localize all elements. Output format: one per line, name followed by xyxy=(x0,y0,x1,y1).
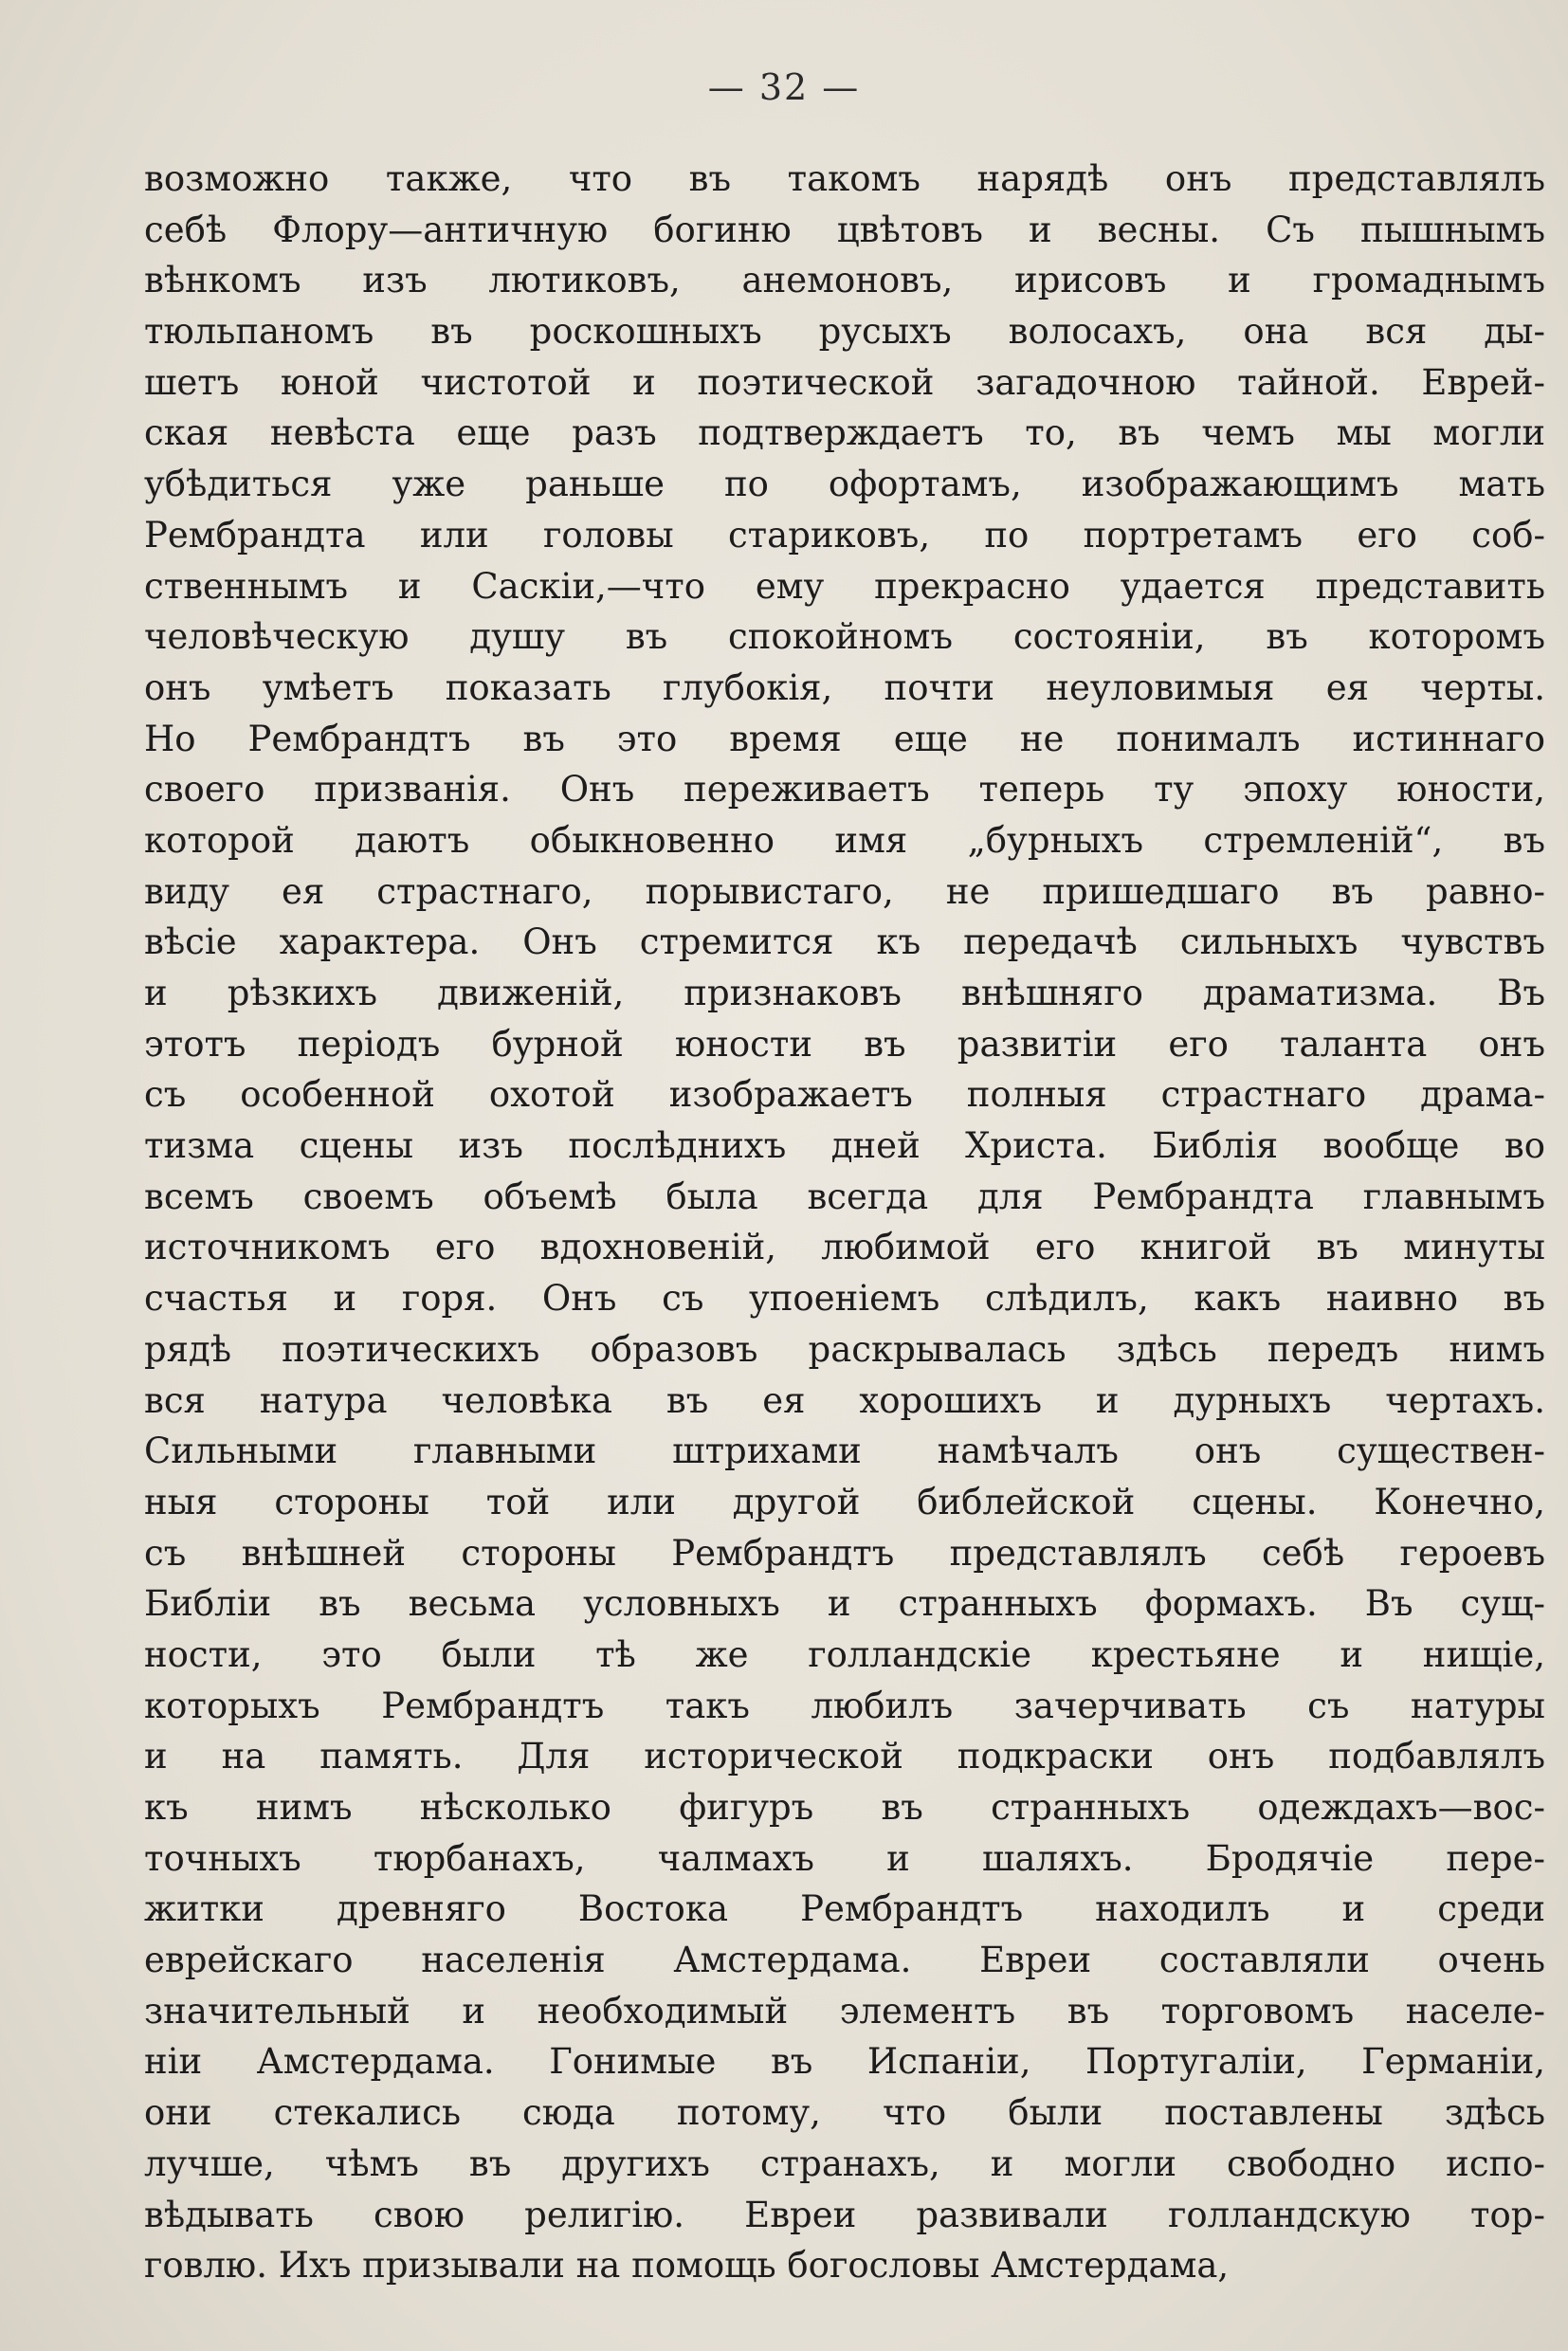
text-line: шетъ юной чистотой и поэтической загадочною тайной. Еврей- xyxy=(144,361,1545,403)
text-line: вѣнкомъ изъ лютиковъ, анемоновъ, ирисовъ и громаднымъ xyxy=(144,260,1545,301)
text-line: человѣческую душу въ спокойномъ состояніи, въ которомъ xyxy=(144,616,1545,658)
text-line: рядѣ поэтическихъ образовъ раскрывалась здѣсь передъ нимъ xyxy=(144,1328,1545,1370)
text-line: вѣсіе характера. Онъ стремится къ передачѣ сильныхъ чувствъ xyxy=(144,921,1545,963)
text-line: себѣ Флору—античную богиню цвѣтовъ и весны. Съ пышнымъ xyxy=(144,209,1545,250)
text-line: виду ея страстнаго, порывистаго, не пришедшаго въ равно- xyxy=(144,870,1545,912)
text-line: вѣдывать свою религію. Евреи развивали голландскую тор- xyxy=(144,2194,1545,2235)
text-line: источникомъ его вдохновеній, любимой его книгой въ минуты xyxy=(144,1227,1545,1268)
text-line: этотъ періодъ бурной юности въ развитіи его таланта онъ xyxy=(144,1023,1545,1065)
page-number: — 32 — xyxy=(707,66,861,108)
text-line: ская невѣста еще разъ подтверждаетъ то, въ чемъ мы могли xyxy=(144,412,1545,454)
text-line: ныя стороны той или другой библейской сцены. Конечно, xyxy=(144,1481,1545,1522)
text-line: съ особенной охотой изображаетъ полныя страстнаго драма- xyxy=(144,1074,1545,1116)
text-line: житки древняго Востока Рембрандтъ находилъ и среди xyxy=(144,1888,1545,1930)
text-line: всемъ своемъ объемѣ была всегда для Рембрандта главнымъ xyxy=(144,1176,1545,1217)
text-line: онъ умѣетъ показать глубокія, почти неуловимыя ея черты. xyxy=(144,666,1545,708)
text-line: ности, это были тѣ же голландскіе крестьяне и нищіе, xyxy=(144,1633,1545,1675)
text-line: значительный и необходимый элементъ въ торговомъ населе- xyxy=(144,1990,1545,2032)
text-line: счастья и горя. Онъ съ упоеніемъ слѣдилъ, какъ наивно въ xyxy=(144,1278,1545,1320)
text-line: тизма сцены изъ послѣднихъ дней Христа. Библія вообще во xyxy=(144,1125,1545,1167)
text-line: говлю. Ихъ призывали на помощь богословы Амстердама, xyxy=(144,2245,1230,2287)
text-line: лучше, чѣмъ въ другихъ странахъ, и могли свободно испо- xyxy=(144,2142,1545,2184)
text-line: съ внѣшней стороны Рембрандтъ представлялъ себѣ героевъ xyxy=(144,1532,1545,1574)
text-line: тюльпаномъ въ роскошныхъ русыхъ волосахъ, она вся ды- xyxy=(144,311,1545,353)
text-line: убѣдиться уже раньше по офортамъ, изображающимъ мать xyxy=(144,464,1545,505)
text-line: вся натура человѣка въ ея хорошихъ и дурныхъ чертахъ. xyxy=(144,1379,1545,1421)
text-line: своего призванія. Онъ переживаетъ теперь ту эпоху юности, xyxy=(144,769,1545,811)
text-line: къ нимъ нѣсколько фигуръ въ странныхъ одеждахъ—вос- xyxy=(144,1787,1545,1828)
text-line: и рѣзкихъ движеній, признаковъ внѣшняго драматизма. Въ xyxy=(144,973,1545,1013)
text-line: Рембрандта или головы стариковъ, по портретамъ его соб- xyxy=(144,514,1545,556)
text-line: еврейскаго населенія Амстердама. Евреи составляли очень xyxy=(144,1940,1545,1981)
text-line: и на память. Для исторической подкраски онъ подбавлялъ xyxy=(144,1736,1545,1777)
text-line: которой даютъ обыкновенно имя „бурныхъ стремленій“, въ xyxy=(144,819,1545,861)
text-line: ственнымъ и Саскіи,—что ему прекрасно удается представить xyxy=(144,565,1545,607)
text-line: которыхъ Рембрандтъ такъ любилъ зачерчивать съ натуры xyxy=(144,1685,1545,1726)
text-line: они стекались сюда потому, что были поставлены здѣсь xyxy=(144,2092,1545,2134)
text-line: ніи Амстердама. Гонимые въ Испаніи, Португаліи, Германіи, xyxy=(144,2041,1545,2083)
body-text xyxy=(144,154,1545,2291)
text-line: Библіи въ весьма условныхъ и странныхъ формахъ. Въ сущ- xyxy=(144,1583,1545,1625)
text-line: точныхъ тюрбанахъ, чалмахъ и шаляхъ. Бродячіе пере- xyxy=(144,1837,1545,1879)
text-line: Но Рембрандтъ въ это время еще не понималъ истиннаго xyxy=(144,718,1545,759)
text-line: возможно также, что въ такомъ нарядѣ онъ представлялъ xyxy=(144,158,1545,199)
text-line: Сильными главными штрихами намѣчалъ онъ существен- xyxy=(144,1431,1545,1472)
